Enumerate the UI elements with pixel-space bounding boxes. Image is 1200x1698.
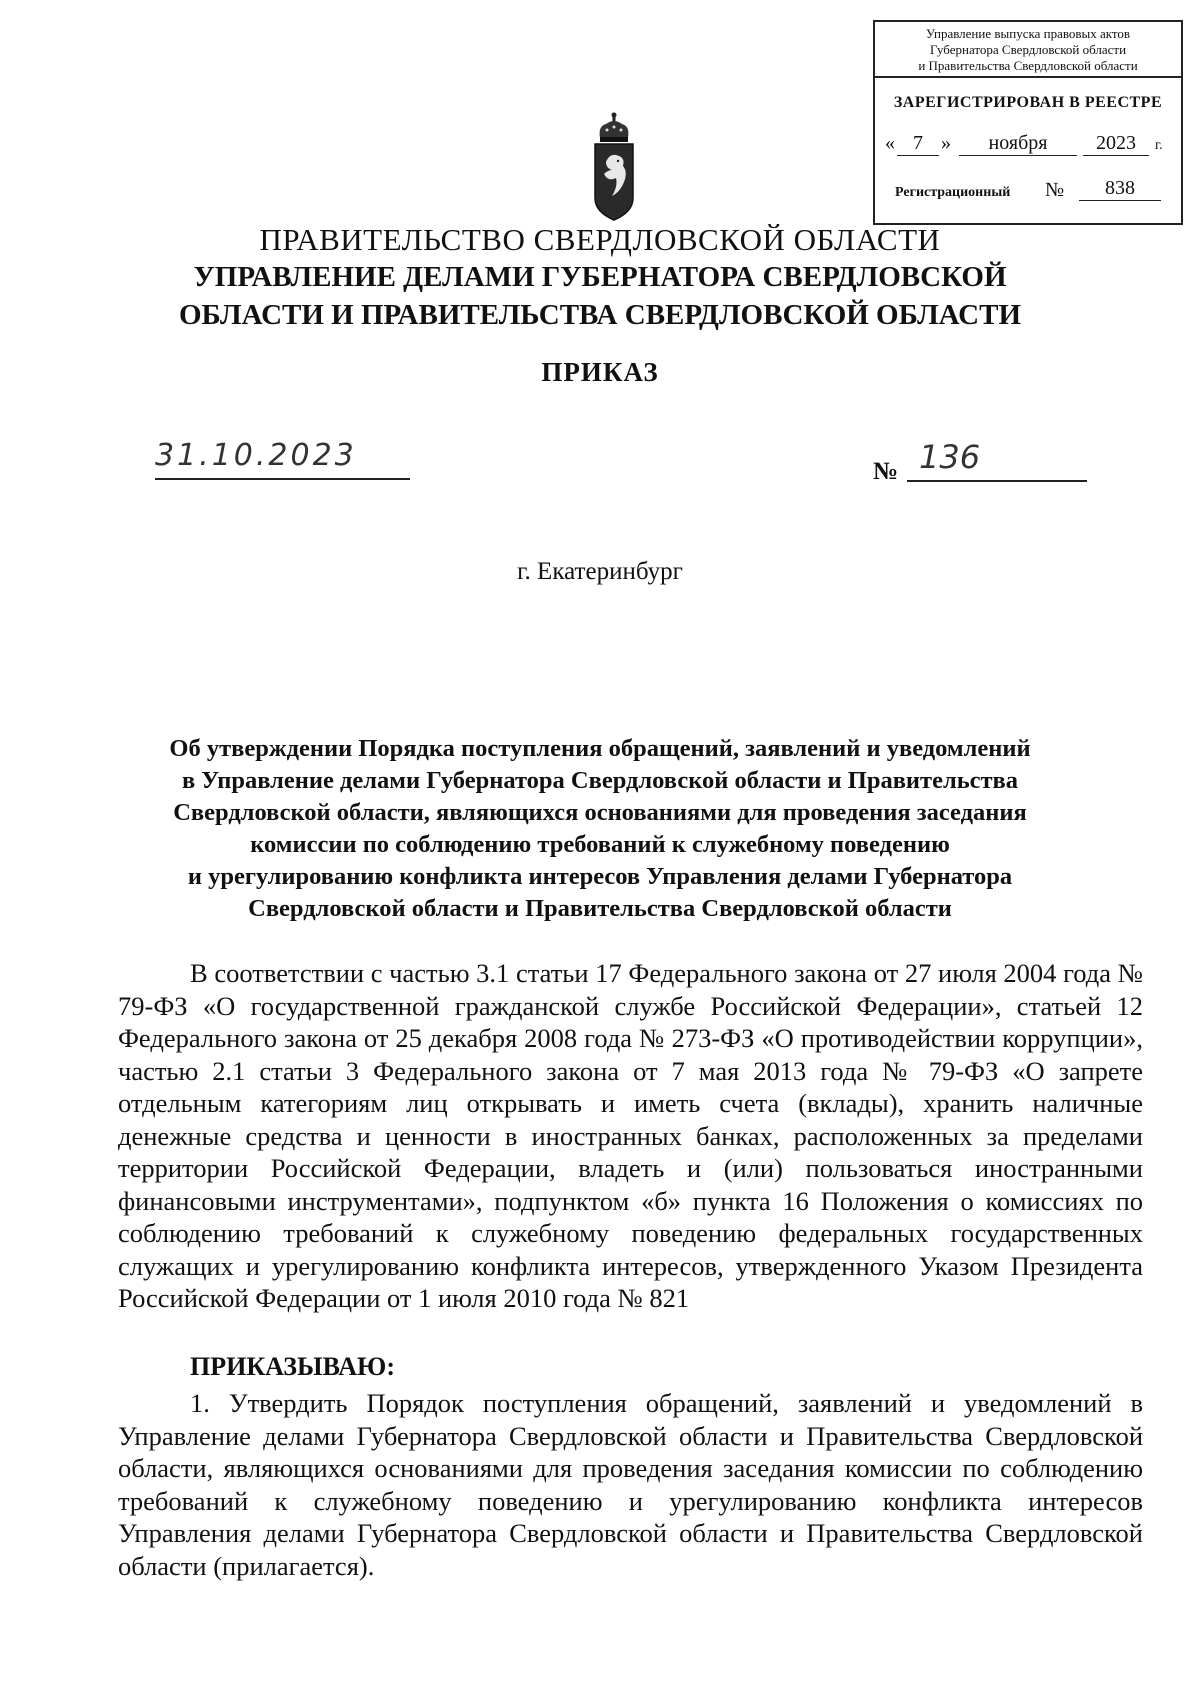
stamp-quote-open: « — [885, 132, 895, 154]
order-city: г. Екатеринбург — [517, 558, 683, 585]
preamble-paragraph: В соответствии с частью 3.1 статьи 17 Федерального закона от 27 июля 2004 года № 79-ФЗ «О государственной гражданской службе Российской Федерации», статьей 12 Федерального закона от 25 декабря 2008 года № 273-ФЗ «О противодействии коррупции», частью 2.1 статьи 3 Федерального закона от 7 мая 2013 года № 79-ФЗ «О запрете отдельным категориям лиц открывать и иметь счета (вклады), хранить наличные денежные средства и ценности в иностранных банках, расположенных за пределами территории Российской Федерации, владеть и (или) пользоваться иностранными финансовыми инструментами», подпунктом «б» пункта 16 Положения о комиссиях по соблюдению требований к служебному поведению федеральных государственных служащих и урегулированию конфликта интересов, утвержденного Указом Президента Российской Федерации от 1 июля 2010 года № 821 — [118, 958, 1143, 1313]
order-subject — [0, 733, 1200, 925]
registration-stamp — [873, 20, 1183, 225]
department-title-line: ОБЛАСТИ И ПРАВИТЕЛЬСТВА СВЕРДЛОВСКОЙ ОБЛАСТИ — [178, 299, 1022, 331]
order-date: 31.10.2023 — [155, 438, 410, 480]
stamp-reg-number-label: Регистрационный — [895, 185, 1011, 200]
department-title-line: УПРАВЛЕНИЕ ДЕЛАМИ ГУБЕРНАТОРА СВЕРДЛОВСКОЙ — [193, 261, 1007, 293]
order-directive: ПРИКАЗЫВАЮ: — [190, 1352, 395, 1381]
government-title: ПРАВИТЕЛЬСТВО СВЕРДЛОВСКОЙ ОБЛАСТИ — [259, 222, 941, 257]
stamp-issuer — [875, 22, 1181, 78]
stamp-number-sign: № — [1045, 179, 1065, 201]
stamp-issuer-line: Управление выпуска правовых актов — [925, 26, 1131, 41]
stamp-year-suffix: г. — [1155, 138, 1163, 153]
stamp-reg-number — [895, 177, 1175, 205]
stamp-day: 7 — [897, 132, 939, 156]
order-number-sign: № — [873, 458, 899, 485]
subject-line: Свердловской области, являющихся основаниями для проведения заседания — [173, 799, 1027, 826]
subject-line: Об утверждении Порядка поступления обращений, заявлений и уведомлений — [169, 735, 1031, 762]
department-title — [0, 258, 1200, 334]
stamp-registered-label: ЗАРЕГИСТРИРОВАН В РЕЕСТРЕ — [893, 94, 1163, 111]
order-number: 136 — [907, 438, 1087, 482]
subject-line: комиссии по соблюдению требований к служебному поведению — [250, 831, 950, 858]
document-type: ПРИКАЗ — [541, 357, 659, 387]
subject-line: в Управление делами Губернатора Свердловской области и Правительства — [181, 767, 1019, 794]
stamp-reg-number-value: 838 — [1079, 177, 1161, 201]
subject-line: Свердловской области и Правительства Свердловской области — [248, 895, 952, 922]
stamp-month: ноября — [959, 132, 1077, 156]
coat-of-arms-icon — [592, 112, 636, 222]
order-item-1: 1. Утвердить Порядок поступления обращений, заявлений и уведомлений в Управление делами Губернатора Свердловской области и Правительства Свердловской области, являющихся основаниями для проведения заседания комиссии по соблюдению требований к служебному поведению и урегулированию конфликта интересов Управления делами Губернатора Свердловской области и Правительства Свердловской области (прилагается). — [118, 1388, 1143, 1581]
stamp-issuer-line: и Правительства Свердловской области — [918, 58, 1138, 73]
stamp-year: 2023 — [1083, 132, 1149, 156]
subject-line: и урегулированию конфликта интересов Управления делами Губернатора — [187, 863, 1013, 890]
stamp-quote-close: » — [941, 132, 951, 154]
stamp-issuer-line: Губернатора Свердловской области — [929, 42, 1127, 57]
stamp-date — [885, 132, 1180, 158]
